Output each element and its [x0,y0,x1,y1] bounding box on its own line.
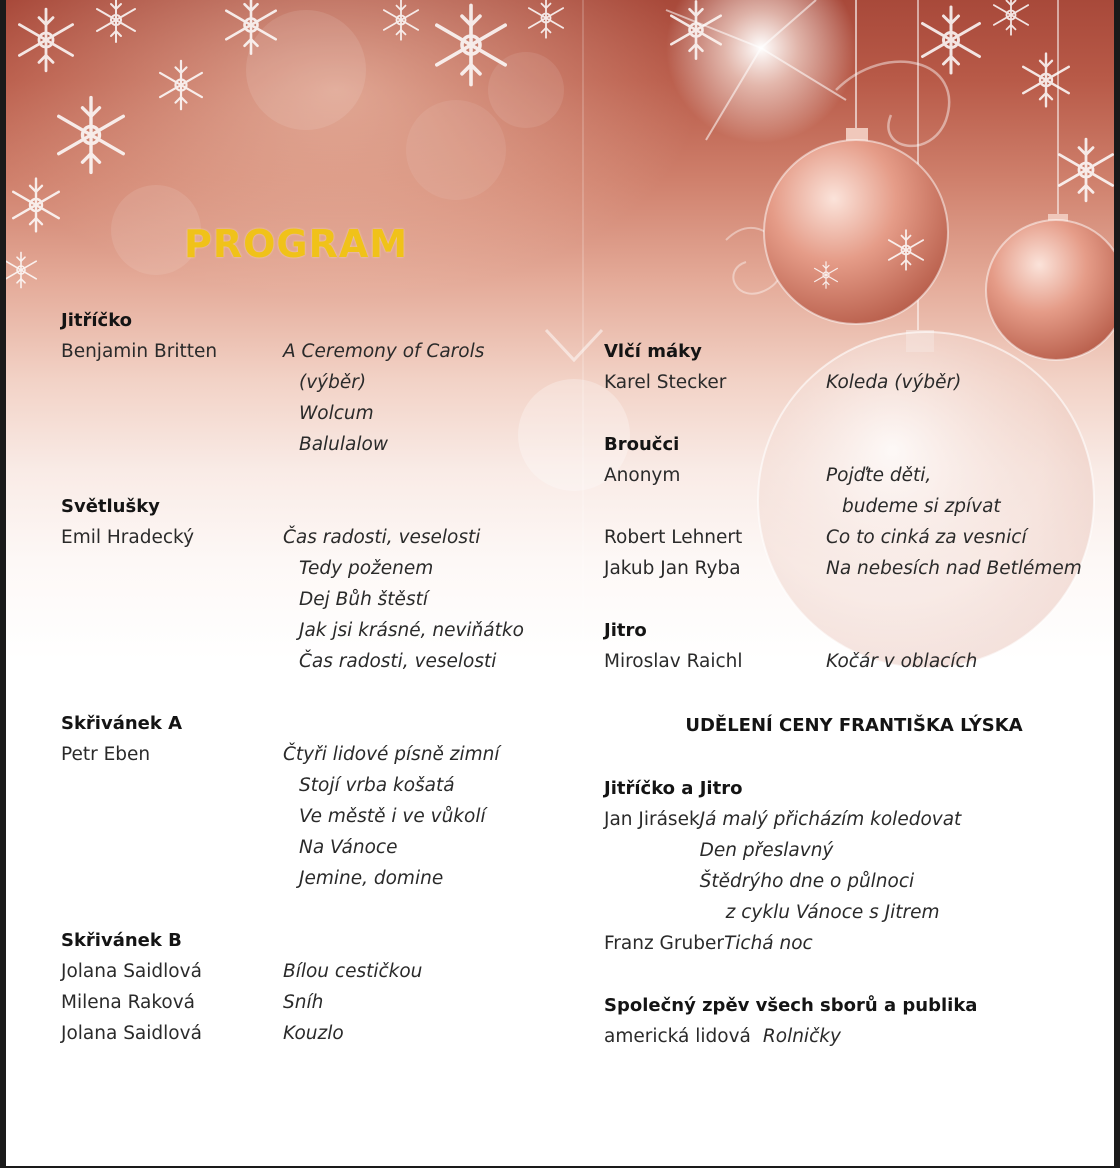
program-right-column-top [604,336,1109,677]
work-title: Koleda (výběr) [826,372,962,393]
work-title: Sníh [283,992,324,1013]
works [724,928,813,959]
program-group [604,429,1109,584]
work-title: z cyklu Vánoce s Jitrem [725,902,940,923]
work-title: Rolničky [762,1026,841,1047]
work-title: Já malý přicházím koledovat [699,809,962,830]
program-right-column-bottom [604,773,1109,1052]
group-title: Skřivánek B [61,930,182,951]
program-group [604,336,1109,398]
program-row [604,1021,1109,1052]
work-title: Ve městě i ve vůkolí [299,806,486,827]
composer: Milena Raková [61,992,196,1013]
work-title: Kouzlo [283,1023,344,1044]
program-row [61,739,561,894]
work-title: Kočár v oblacích [826,651,978,672]
works [751,1021,841,1052]
program-row [61,956,561,987]
works [826,646,977,677]
group-title: Skřivánek A [61,713,183,734]
work-title: Pojďte děti, [826,465,932,486]
composer: Benjamin Britten [61,341,218,362]
program-row [604,367,1109,398]
group-title: Jitříčko a Jitro [604,778,743,799]
composer: Emil Hradecký [61,527,195,548]
composer: Jolana Saidlová [61,961,202,982]
group-title: Jitro [604,620,647,641]
program-group [604,773,1109,959]
work-title: Jak jsi krásné, neviňátko [299,620,524,641]
program-group [604,990,1109,1052]
page-title: PROGRAM [184,222,409,266]
works [283,522,524,677]
works [826,553,1082,584]
work-title: Na Vánoce [299,837,398,858]
program-row [61,522,561,677]
work-title: Tichá noc [723,933,813,954]
works [826,367,961,398]
composer: Karel Stecker [604,372,727,393]
work-title: Na nebesích nad Betlémem [826,558,1082,579]
composer: Jakub Jan Ryba [604,558,741,579]
program-group [61,305,561,460]
works [826,460,1001,522]
work-title: Čtyři lidové písně zimní [283,744,500,765]
work-title: Bílou cestičkou [283,961,423,982]
work-title: Jemine, domine [299,868,444,889]
work-title: Tedy poženem [299,558,434,579]
work-title: Co to cinká za vesnicí [826,527,1027,548]
composer: Jan Jirásek [604,809,700,830]
work-title: Stojí vrba košatá [299,775,455,796]
works [283,336,484,460]
program-row [61,987,561,1018]
group-title: Společný zpěv všech sborů a publika [604,995,978,1016]
group-title: Broučci [604,434,680,455]
work-title: budeme si zpívat [842,496,1001,517]
work-title: Den přeslavný [699,840,834,861]
program-group [61,925,561,1049]
works [283,1018,344,1049]
work-title: Čas radosti, veselosti [283,527,481,548]
program-row [604,553,1109,584]
composer: Miroslav Raichl [604,651,743,672]
works [826,522,1027,553]
work-title: Balulalow [299,434,388,455]
program-group [61,708,561,894]
program-row [604,804,1109,928]
program-left-column [61,305,561,1049]
composer: Robert Lehnert [604,527,743,548]
group-title: Vlčí máky [604,341,702,362]
work-title: Čas radosti, veselosti [299,651,497,672]
program-row [604,460,1109,522]
work-title: Wolcum [299,403,374,424]
award-announcement: UDĚLENÍ CENY FRANTIŠKA LÝSKA [685,715,1023,736]
program-row [604,928,1109,959]
works [283,956,422,987]
work-title: Dej Bůh štěstí [299,589,428,610]
composer: Jolana Saidlová [61,1023,202,1044]
group-title: Jitříčko [61,310,133,331]
composer: Petr Eben [61,744,151,765]
program-row [61,336,561,460]
works [283,987,323,1018]
group-title: Světlušky [61,496,160,517]
program-row [61,1018,561,1049]
program-page [6,0,1114,1166]
composer: Anonym [604,465,681,486]
works [283,739,500,894]
program-row [604,522,1109,553]
program-group [61,491,561,677]
composer: americká lidová [604,1026,751,1047]
work-title: A Ceremony of Carols [283,341,485,362]
program-row [604,646,1109,677]
composer: Franz Gruber [604,933,724,954]
works [700,804,962,928]
work-title: Štědrýho dne o půlnoci [699,871,915,892]
work-title: (výběr) [299,372,367,393]
program-group [604,615,1109,677]
